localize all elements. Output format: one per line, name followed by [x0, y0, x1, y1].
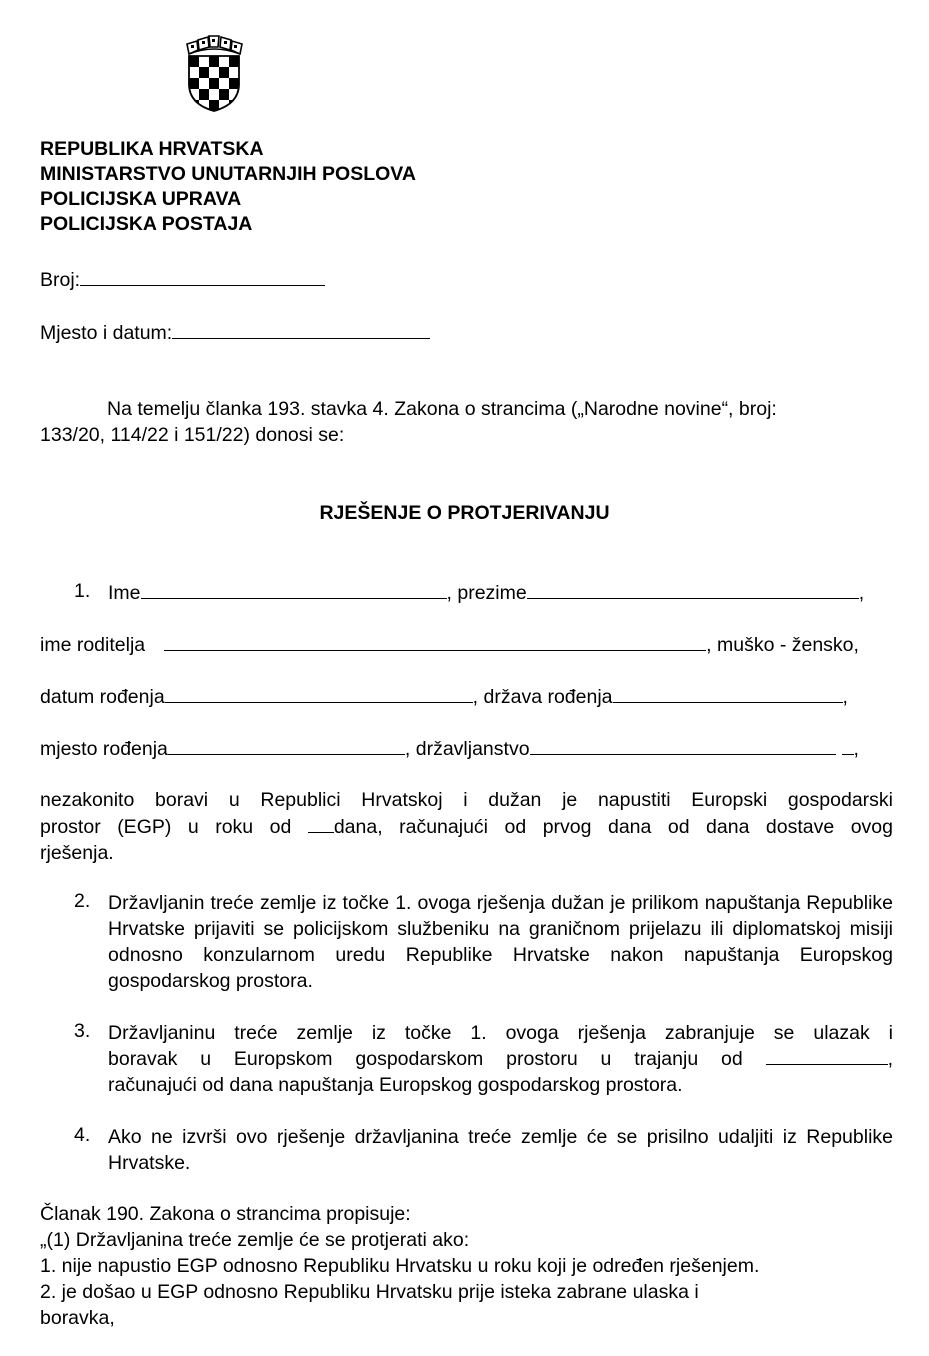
ime-label: Ime: [108, 582, 141, 604]
item-3-line-3: računajući od dana napuštanja Europskog gospodarskog prostora.: [108, 1074, 683, 1096]
ime-roditelja-label: ime roditelja: [40, 634, 146, 656]
mjesto-rodenja-blank[interactable]: [168, 736, 405, 755]
item-3-number: 3.: [74, 1020, 91, 1042]
header-police-admin: POLICIJSKA UPRAVA: [40, 188, 242, 210]
comma: ,: [887, 1048, 893, 1070]
item-1-para-line-2: [40, 814, 893, 841]
drzavljanstvo-label: , državljanstvo: [404, 738, 530, 760]
item-1-para-line-3: rješenja.: [40, 842, 114, 864]
prezime-label: , prezime: [446, 582, 527, 604]
clanak-line-4: 2. je došao u EGP odnosno Republiku Hrvatsku prije isteka zabrane ulaska i: [40, 1281, 699, 1303]
drzavljanstvo-blank[interactable]: [530, 736, 836, 755]
intro-line-2: 133/20, 114/22 i 151/22) donosi se:: [40, 424, 345, 446]
broj-field: [40, 267, 325, 292]
intro-line-1: Na temelju članka 193. stavka 4. Zakona o strancima („Narodne novine“, broj:: [107, 398, 777, 420]
ime-blank[interactable]: [141, 580, 447, 599]
drzava-rodenja-blank[interactable]: [613, 684, 843, 703]
comma: ,: [858, 582, 865, 604]
mjesto-datum-label: Mjesto i datum:: [40, 322, 173, 344]
mjesto-rodenja-label: mjesto rođenja: [40, 738, 168, 760]
datum-rodenja-row: [40, 684, 848, 709]
broj-blank[interactable]: [80, 267, 325, 286]
header-ministry: MINISTARSTVO UNUTARNJIH POSLOVA: [40, 163, 416, 185]
ime-roditelja-blank[interactable]: [164, 632, 706, 651]
para-line-2a: prostor (EGP) u roku od: [40, 815, 292, 838]
prezime-blank[interactable]: [527, 580, 859, 599]
rok-dana-blank[interactable]: [308, 814, 334, 833]
item-1-name-row: [108, 580, 864, 605]
mjesto-rodenja-row: [40, 736, 859, 761]
header-republic: REPUBLIKA HRVATSKA: [40, 138, 264, 160]
clanak-line-2: „(1) Državljanina treće zemlje će se protjerati ako:: [40, 1229, 470, 1251]
mjesto-datum-blank[interactable]: [172, 320, 430, 339]
item-2-text: Državljanin treće zemlje iz točke 1. ovoga rješenja dužan je prilikom napuštanja Republike Hrvatske prijaviti se policijskom službeniku na graničnom prijelazu ili diplomatskoj misiji odnosno konzularnom uredu Republike Hrvatske nakon napuštanja Europskog gospodarskog prostora.: [108, 892, 893, 992]
datum-rodenja-blank[interactable]: [165, 684, 473, 703]
item-3-line-2: [108, 1046, 893, 1072]
item-1-number: 1.: [74, 580, 91, 602]
datum-rodenja-label: datum rođenja: [40, 686, 165, 708]
clanak-line-1: Članak 190. Zakona o strancima propisuje:: [40, 1203, 411, 1225]
comma: ,: [842, 686, 848, 708]
mjesto-datum-field: [40, 320, 430, 345]
drzavljanstvo-extra-blank[interactable]: [842, 736, 854, 755]
item-4-text: Ako ne izvrši ovo rješenje državljanina treće zemlje će se prisilno udaljiti iz Republike Hrvatske.: [108, 1126, 893, 1174]
item-1-paragraph: [40, 787, 893, 867]
ime-roditelja-row: [40, 632, 859, 657]
clanak-line-5: boravka,: [40, 1307, 115, 1329]
item-3-paragraph: [108, 1020, 893, 1098]
item-3-line-2-text: boravak u Europskom gospodarskom prostoru u trajanju od: [108, 1048, 743, 1070]
clanak-line-3: 1. nije napustio EGP odnosno Republiku Hrvatsku u roku koji je određen rješenjem.: [40, 1255, 760, 1277]
drzava-rodenja-label: , država rođenja: [472, 686, 613, 708]
item-1-para-line-1: nezakonito boravi u Republici Hrvatskoj i dužan je napustiti Europski gospodarski: [40, 789, 893, 811]
item-3-line-1: Državljaninu treće zemlje iz točke 1. ovoga rješenja zabranjuje se ulazak i: [108, 1022, 893, 1044]
document-title: RJEŠENJE O PROTJERIVANJU: [319, 502, 610, 524]
header-police-station: POLICIJSKA POSTAJA: [40, 213, 253, 235]
para-line-2b: dana, računajući od prvog dana od dana dostave ovog: [333, 815, 893, 838]
spol-label: , muško - žensko,: [706, 634, 859, 656]
zabrana-trajanje-blank[interactable]: [766, 1046, 888, 1065]
item-4-number: 4.: [74, 1124, 91, 1146]
comma: ,: [853, 738, 859, 760]
broj-label: Broj:: [40, 269, 81, 291]
item-2-number: 2.: [74, 890, 91, 912]
coat-of-arms-icon: [185, 34, 243, 112]
